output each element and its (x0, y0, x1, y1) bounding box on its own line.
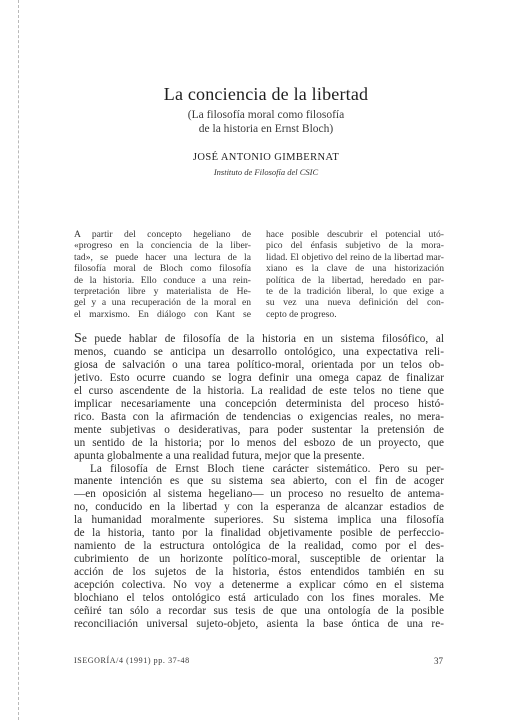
body-line: un sentido de la historia; por lo menos del esbozo de un proyecto, que (74, 436, 444, 449)
abstract-line: política de la libertad, heredado en par- (266, 274, 444, 286)
body-line: giosa de salvación o una tarea político-moral, orientada por un telos ob- (74, 358, 444, 371)
article-subtitle-line-1: (La filosofía moral como filosofía (187, 109, 345, 121)
page-edge-rule (18, 0, 19, 720)
abstract-line: de la historia. Ello conduce a una rein- (74, 274, 251, 286)
abstract-line: terpretación libre y materialista de He- (74, 286, 251, 298)
body-line: jetivo. Esto ocurre cuando se logra definir una omega capaz de finalizar (74, 371, 444, 384)
body-line: manente intención es que su sistema sea abierto, con el fin de acoger (74, 475, 444, 488)
abstract-line: el marxismo. En diálogo con Kant se (74, 308, 251, 320)
abstract-line: lidad. El objetivo del reino de la libertad mar- (266, 251, 444, 263)
body-line: el curso ascendente de la historia. La realidad de este telos no tiene que (74, 384, 444, 397)
body-line: —en oposición al sistema hegeliano— un proceso no resuelto de antema- (74, 488, 444, 501)
abstract-line: pico del énfasis subjetivo de la mora- (266, 240, 444, 252)
body-line: no, conducido en la libertad y con la esperanza de alcanzar estadios de (74, 501, 444, 514)
body-line: reconciliación universal sujeto-objeto, asienta la base óntica de una re- (74, 617, 444, 630)
abstract-line: filosofía moral de Bloch como filosofía (74, 263, 251, 275)
body-line: Se puede hablar de filosofía de la historia en un sistema filosófico, al (74, 333, 444, 346)
body-line: de la historia, tanto por la finalidad objetivamente posible de perfeccio- (74, 527, 444, 540)
body-line: menos, cuando se anticipa un desarrollo ontológico, una expectativa reli- (74, 345, 444, 358)
article-body (74, 333, 444, 631)
body-line: namiento de la estructura ontológica de la realidad, como por el des- (74, 540, 444, 553)
body-line: rico. Basta con la afirmación de tendencias o exigencias reales, no mera- (74, 410, 444, 423)
body-line: La filosofía de Ernst Bloch tiene carácter sistemático. Pero su per- (90, 462, 444, 475)
author-name: JOSÉ ANTONIO GIMBERNAT (192, 152, 340, 163)
abstract-line: tad», se puede hacer una lectura de la (74, 251, 251, 263)
abstract-left-column (74, 229, 251, 320)
body-line: acepción colectiva. No voy a detenerme a explicar cómo en el sistema (74, 579, 444, 592)
abstract-line: A partir del concepto hegeliano de (74, 229, 251, 240)
article-subtitle-line-2: de la historia en Ernst Bloch) (198, 123, 334, 135)
abstract-line: gel y a una recuperación de la moral en (74, 297, 251, 309)
author-affiliation: Instituto de Filosofía del CSIC (213, 167, 319, 177)
abstract-right-column (266, 229, 444, 320)
article-title: La conciencia de la libertad (163, 84, 369, 104)
page-number: 37 (434, 656, 443, 666)
body-line: apunta globalmente a una realidad futura, mejor que la presente. (74, 449, 365, 462)
body-line: la humanidad moralmente superiores. Su sistema implica una filosofía (74, 514, 444, 527)
body-line: ceñiré tan sólo a recordar sus tesis de que una ontología de la posible (74, 605, 444, 618)
body-line: mente subjetivas o desiderativas, para poder sustentar la pretensión de (74, 423, 444, 436)
abstract-line: su vez una nueva definición del con- (266, 297, 444, 309)
journal-citation: ISEGORÍA/4 (1991) pp. 37-48 (74, 656, 190, 665)
body-line: cubrimiento de un horizonte político-moral, susceptible de orientar la (74, 553, 444, 566)
abstract-line: te de la tradición liberal, lo que exige a (266, 286, 444, 298)
abstract-line: cepto de progreso. (266, 308, 337, 320)
body-line: implicar necesariamente una concepción determinista del proceso histó- (74, 397, 444, 410)
abstract-line: «progreso en la conciencia de la liber- (74, 240, 251, 252)
body-line: blochiano el telos ontológico está articulado con los fines morales. Me (74, 592, 444, 605)
abstract-line: hace posible descubrir el potencial utó- (266, 229, 444, 240)
body-line: acción de los sujetos de la historia, éstos entendidos también en su (74, 566, 444, 579)
abstract-line: xiano es la clave de una historización (266, 263, 444, 275)
